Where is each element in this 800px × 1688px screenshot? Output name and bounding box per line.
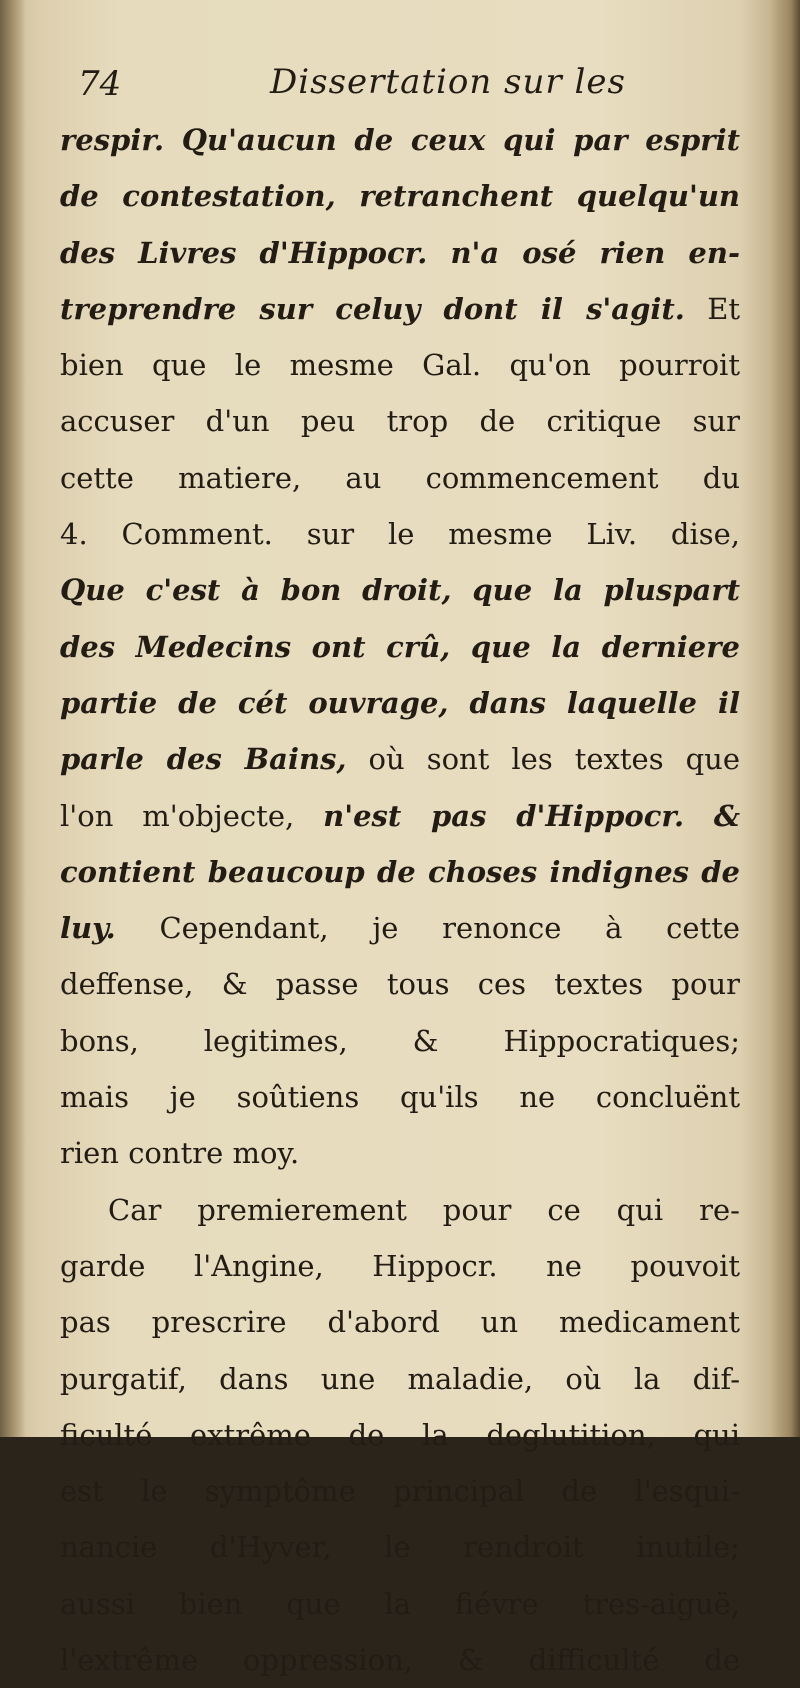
text-line: partie de cét ouvrage, dans laquelle il xyxy=(60,685,740,720)
text-line: bons, legitimes, & Hippocratiques; xyxy=(60,1023,740,1058)
text-line: garde l'Angine, Hippocr. ne pouvoit xyxy=(60,1248,740,1283)
text-line xyxy=(60,731,740,787)
text-line: rien contre moy. xyxy=(60,1136,300,1171)
text-line-roman: l'on m'objecte, xyxy=(60,798,295,833)
text-line: deffense, & passe tous ces textes pour xyxy=(60,967,740,1002)
text-line: de contestation, retranchent quelqu'un xyxy=(60,179,740,214)
text-line xyxy=(60,900,740,956)
page-edge-shadow xyxy=(770,0,800,1437)
text-line: accuser d'un peu trop de critique sur xyxy=(60,404,740,439)
text-line: contient beaucoup de choses indignes de xyxy=(60,854,740,889)
text-line-roman: Cependant, je renonce à cette xyxy=(159,911,741,946)
text-line: l'extrême oppression, & difficulté de xyxy=(60,1643,740,1678)
text-line: ficulté extrême de la deglutition, qui xyxy=(60,1417,740,1452)
text-line xyxy=(60,281,740,337)
page-number: 74 xyxy=(78,64,122,104)
page-gutter xyxy=(0,0,26,1437)
text-line: mais je soûtiens qu'ils ne concluënt xyxy=(60,1080,740,1115)
text-line xyxy=(60,788,740,844)
text-line: respir. Qu'aucun de ceux qui par esprit xyxy=(60,123,740,157)
text-line: des Livres d'Hippocr. n'a osé rien en- xyxy=(60,235,740,270)
running-head: Dissertation sur les xyxy=(270,62,626,102)
page-text xyxy=(60,58,740,1688)
text-line-italic: n'est pas d' xyxy=(323,798,546,833)
text-line-italic: luy. xyxy=(60,911,116,946)
page-header xyxy=(60,58,740,112)
text-line-italic: Hippocr. & xyxy=(545,798,741,833)
text-line: Car premierement pour ce qui re- xyxy=(108,1192,740,1227)
text-line: pas prescrire d'abord un medicament xyxy=(60,1305,740,1340)
text-line: nancie d'Hyver, le rendroit inutile; xyxy=(60,1530,740,1565)
text-line-roman: Et xyxy=(707,291,741,326)
text-line: purgatif, dans une maladie, où la dif- xyxy=(60,1361,740,1396)
text-line: 4. Comment. sur le mesme Liv. dise, xyxy=(60,517,740,552)
text-line-italic: treprendre sur celuy dont il s'agit. xyxy=(60,291,685,326)
text-line: Que c'est à bon droit, que la pluspart xyxy=(60,573,740,608)
text-line: est le symptôme principal de l'esqui- xyxy=(60,1474,740,1509)
text-line-roman: où sont les textes que xyxy=(368,742,741,777)
text-line: des Medecins ont crû, que la derniere xyxy=(60,629,740,664)
text-line: cette matiere, au commencement du xyxy=(60,460,740,495)
text-line-italic: parle des Bains, xyxy=(60,742,347,777)
text-line: aussi bien que la fiévre tres-aiguë, xyxy=(60,1586,740,1621)
text-line: bien que le mesme Gal. qu'on pourroit xyxy=(60,348,740,383)
